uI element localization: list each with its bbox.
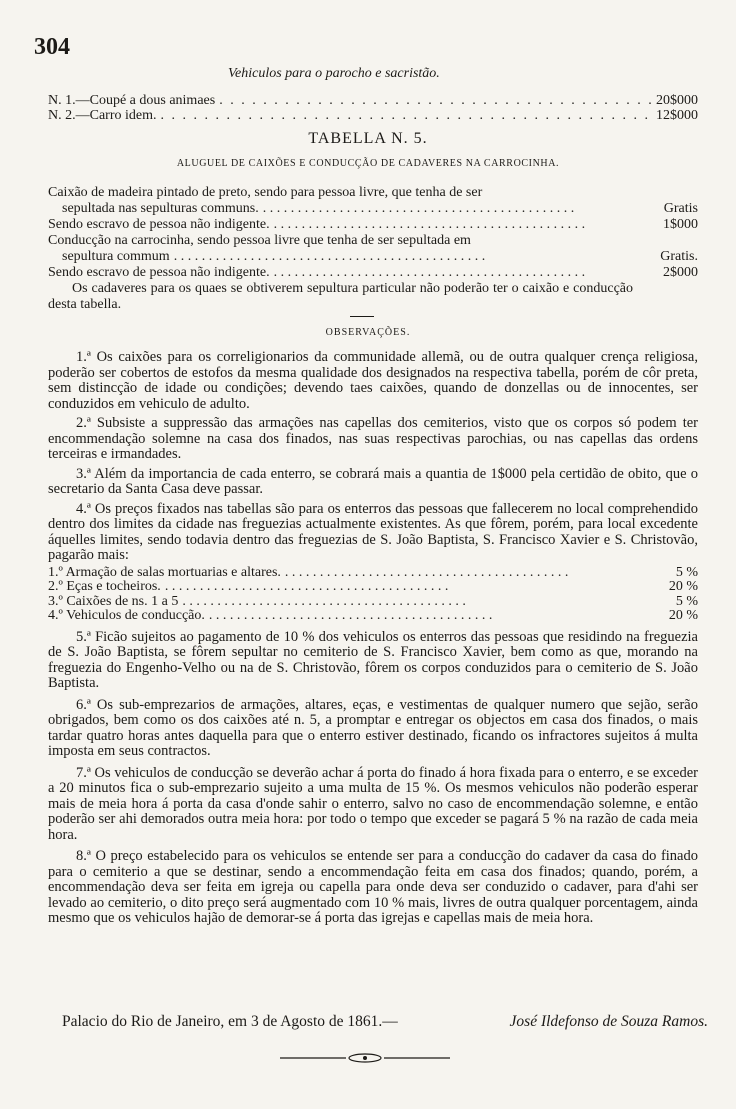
observation-3: 3.ª Além da importancia de cada enterro, se cobrará mais a quantia de 1$000 pela certidão de obito, que o secretario da Santa Casa deve passar.: [48, 465, 698, 497]
signature-name: José Ildefonso de Souza Ramos.: [509, 1013, 708, 1030]
observations: [48, 350, 698, 927]
table-body: [48, 185, 698, 313]
ornamental-rule: [280, 1053, 450, 1063]
vehicle-price: 20$000: [656, 93, 698, 108]
observation-7: 7.ª Os vehiculos de conducção se deverão achar á porta do finado á hora fixada para o enterro, e se exceder a 20 minutos fica o sub-emprezario sujeito a uma multa de 15 %. Os mesmos vehiculos não poderão esperar mais de meia hora á porta da casa d'onde sahir o enterro, salvo no caso de encommendação solemne, e então poderão ser ahi demorados outra meia hora: por todo o tempo que exceder se pagará 5 % na razão de cada meia hora.: [48, 764, 698, 843]
vehicle-row: [48, 108, 698, 123]
table-row-label: Sendo escravo de pessoa não indigente.: [48, 217, 270, 232]
leader-dots: . . . . . . . . . . . . . . . . . . . . . . . . . . . . . . . . . . . . . . . . .: [284, 565, 569, 580]
surcharge-label: 3.º Caixões de ns. 1 a 5: [48, 593, 179, 609]
vehicle-label: N. 1.—Coupé a dous animaes: [48, 93, 216, 108]
signature-line: [48, 1013, 708, 1031]
observation-8: 8.ª O preço estabelecido para os vehiculos se entende ser para a conducção do cadaver da casa do finado para o cemiterio a que se destinar, sendo a encommendação feita em casa dos finados; quando, porém, a encommendação deva ser feita em igreja ou capella para onde deva ser conduzido o cadaver, para d'ahi ser levado ao cemiterio, o dito preço será augmentado com 10 % mais, livres de outra qualquer porcentagem, ainda mesmo que os vehiculos hajão de demorar-se á porta das igrejas e capellas mais de meia hora.: [48, 848, 698, 926]
observacoes-heading: OBSERVAÇÕES.: [325, 327, 411, 338]
table-row-value: Gratis: [663, 201, 698, 216]
table-row-value: 1$000: [663, 217, 698, 232]
surcharge-label: 4.º Vehiculos de conducção.: [48, 608, 205, 623]
leader-dots: . . . . . . . . . . . . . . . . . . . . . . . . . . . . . . . . . . . . . . . . .: [164, 580, 449, 594]
observation-1: 1.ª Os caixões para os correligionarios da communidade allemã, ou de outra qualquer crença religiosa, poderão ser cobertos de estofos da mesma qualidade dos designados na respectiva tabella, porém de côr preta, sem distincção de idade ou condições; devendo taes caixões, quando de donzellas ou de innocentes, ser conduzidos em vehiculo de adulto.: [48, 349, 698, 412]
table-row-text: Caixão de madeira pintado de preto, sendo para pessoa livre, que tenha de ser: [48, 185, 483, 200]
table-row-label: sepultada nas sepulturas communs.: [62, 201, 259, 216]
table-note: Os cadaveres para os quaes se obtiverem sepultura particular não poderão ter o caixão e conducção desta tabella.: [48, 281, 633, 312]
leader-dots: . . . . . . . . . . . . . . . . . . . . . . . . . . . . . . . . . . . . . . . . . . . . .: [173, 249, 486, 264]
surcharge-value: 20 %: [668, 608, 698, 623]
vehicle-heading: Vehiculos para o parocho e sacristão.: [228, 66, 440, 81]
page-number: 304: [34, 34, 70, 60]
divider: [350, 316, 374, 317]
surcharge-value: 20 %: [668, 579, 698, 594]
table-row-label: sepultura commum: [62, 249, 170, 264]
signature-place: Palacio do Rio de Janeiro, em 3 de Agosto de 1861.—: [62, 1013, 398, 1030]
vehicle-row: [48, 93, 698, 108]
table-subtitle: ALUGUEL DE CAIXÕES E CONDUCÇÃO DE CADAVERES NA CARROCINHA.: [176, 158, 560, 169]
leader-dots: . . . . . . . . . . . . . . . . . . . . . . . . . . . . . . . . . . . . . . . . . . . . .: [262, 201, 575, 216]
vehicle-label: N. 2.—Carro idem.: [48, 108, 157, 123]
table-row-value: Gratis.: [660, 249, 698, 264]
leader-dots: . . . . . . . . . . . . . . . . . . . . . . . . . . . . . . . . . . . . . . . . . . . . .: [273, 217, 586, 232]
surcharge-list: [48, 566, 698, 624]
leader-dots: . . . . . . . . . . . . . . . . . . . . . . . . . . . . . . . . . . . . . . . . .: [182, 594, 466, 609]
leader-dots: . . . . . . . . . . . . . . . . . . . . . . . . . . . . . . . . . . . . . . . . . . . . .: [273, 265, 586, 280]
table-row-value: 2$000: [663, 265, 698, 280]
table-row-label: Sendo escravo de pessoa não indigente.: [48, 265, 270, 280]
observation-5: 5.ª Ficão sujeitos ao pagamento de 10 % dos vehiculos os enterros das pessoas que residindo na freguezia de S. João Baptista, se fôrem sepultar no cemiterio de S. Francisco Xavier, bem como as que, morando na freguezia do Engenho-Velho ou na de S. Christovão, fôrem os corpos conduzidos para o cemiterio de S. João Baptista.: [48, 628, 698, 691]
table-row: [48, 249, 698, 265]
surcharge-value: 5 %: [675, 564, 698, 580]
surcharge-label: 1.º Armação de salas mortuarias e altares.: [48, 564, 281, 580]
surcharge-item: [48, 580, 698, 595]
surcharge-item: [48, 595, 698, 610]
observation-6: 6.ª Os sub-emprezarios de armações, altares, eças, e vestimentas de qualquer numero que sejão, serão obrigados, bem como os dos caixões até n. 5, a promptar e entregar os objectos em casa dos finados, o mais tardar quatro horas antes daquella para que o enterro estiver destinado, ficando os infractores sujeitos á multa imposta em seus contractos.: [48, 696, 698, 759]
surcharge-value: 5 %: [675, 593, 698, 609]
table-row: [48, 217, 698, 233]
surcharge-item: [48, 566, 698, 581]
surcharge-label: 2.º Eças e tocheiros.: [48, 579, 161, 594]
leader-dots: [160, 108, 652, 123]
observation-4: 4.ª Os preços fixados nas tabellas são para os enterros das pessoas que fallecerem no local comprehendido dentro dos limites da cidade nas freguezias actualmente existentes. As que fôrem, porém, para local excedente áquelles limites, sendo todavia dentro das freguezias de S. João Baptista, S. Francisco Xavier e S. Christovão, pagarão mais:: [48, 500, 698, 563]
observation-2: 2.ª Subsiste a suppressão das armações nas capellas dos cemiterios, visto que os corpos só podem ter encommendação solemne na casa dos finados, nas suas respectivas parochias, ou nas capellas das ordens terceiras e irmandades.: [48, 415, 698, 462]
table-title: TABELLA N. 5.: [308, 130, 428, 147]
surcharge-item: [48, 609, 698, 624]
table-row: [48, 201, 698, 217]
vehicle-price: 12$000: [656, 108, 698, 123]
leader-dots: . . . . . . . . . . . . . . . . . . . . . . . . . . . . . . . . . . . . . . . . .: [208, 609, 493, 623]
table-row-text: Conducção na carrocinha, sendo pessoa livre que tenha de ser sepultada em: [48, 233, 471, 248]
table-row: [48, 265, 698, 281]
leader-dots: [219, 93, 652, 108]
